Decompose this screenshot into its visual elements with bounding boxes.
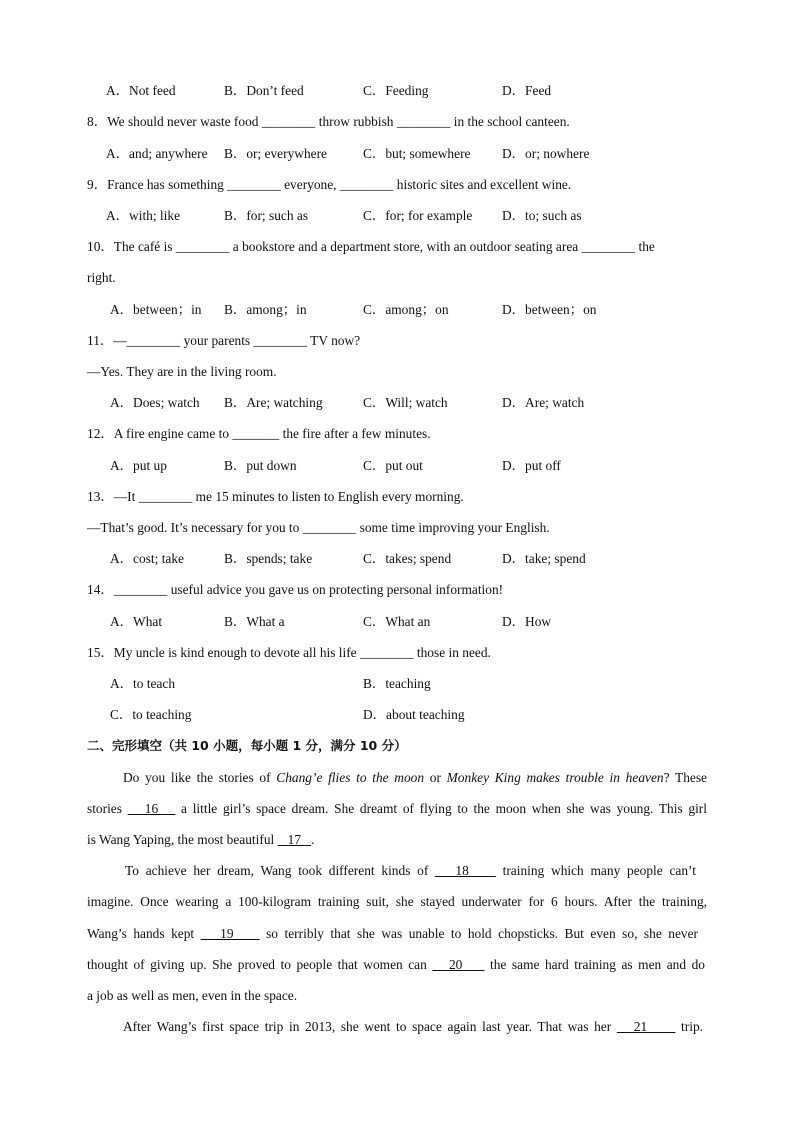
passage-line-4	[125, 863, 696, 879]
blank-21[interactable]: 21	[616, 1019, 676, 1034]
q14-option-d[interactable]: D．How	[502, 614, 552, 629]
q9-stem: 9．France has something ________ everyone, ________ historic sites and excellent wine.	[87, 177, 572, 192]
q8-option-a[interactable]: A．and; anywhere	[106, 146, 208, 161]
passage-line-5: imagine. Once wearing a 100-kilogram training suit, she stayed underwater for 6 hours. After the training,	[87, 894, 707, 909]
q10-option-a[interactable]: A．between；in	[110, 302, 202, 317]
passage-text: trip.	[675, 1019, 703, 1034]
passage-text: so terribly that she was unable to hold chopsticks. But even so, she never	[259, 926, 699, 941]
q7-option-d[interactable]: D．Feed	[502, 83, 552, 98]
q7-option-a[interactable]: A．Not feed	[106, 83, 176, 98]
q9-option-c[interactable]: C．for; for example	[363, 208, 473, 223]
q9-option-b[interactable]: B．for; such as	[224, 208, 309, 223]
passage-text: training which many people can’t	[495, 863, 696, 878]
q13-option-c[interactable]: C．takes; spend	[363, 551, 452, 566]
passage-text: stories	[87, 801, 128, 816]
passage-text: .	[311, 832, 315, 847]
q11-option-b[interactable]: B．Are; watching	[224, 395, 323, 410]
q12-option-a[interactable]: A．put up	[110, 458, 167, 473]
passage-line-7	[87, 957, 705, 973]
q13-response: —That’s good. It’s necessary for you to ________ some time improving your English.	[87, 520, 550, 535]
section-heading-cloze: 二、完形填空（共 10 小题，每小题 1 分，满分 10 分）	[87, 738, 407, 753]
q14-stem: 14．________ useful advice you gave us on protecting personal information!	[87, 582, 504, 597]
q15-stem: 15．My uncle is kind enough to devote all his life ________ those in need.	[87, 645, 491, 660]
passage-text: is Wang Yaping, the most beautiful	[87, 832, 278, 847]
passage-text: thought of giving up. She proved to people that women can	[87, 957, 433, 972]
passage-line-3	[87, 832, 314, 848]
q10-stem: 10．The café is ________ a bookstore and a department store, with an outdoor seating area ________ the	[87, 239, 655, 254]
q10-option-d[interactable]: D．between；on	[502, 302, 597, 317]
q8-option-b[interactable]: B．or; everywhere	[224, 146, 327, 161]
q7-option-c[interactable]: C．Feeding	[363, 83, 429, 98]
q12-option-b[interactable]: B．put down	[224, 458, 297, 473]
passage-line-8: a job as well as men, even in the space.	[87, 988, 298, 1003]
q14-option-c[interactable]: C．What an	[363, 614, 431, 629]
q15-option-d[interactable]: D．about teaching	[363, 707, 465, 722]
q11-option-d[interactable]: D．Are; watch	[502, 395, 585, 410]
q15-option-c[interactable]: C．to teaching	[110, 707, 192, 722]
q11-response: —Yes. They are in the living room.	[87, 364, 277, 379]
blank-20[interactable]: 20	[432, 957, 485, 972]
q11-option-c[interactable]: C．Will; watch	[363, 395, 448, 410]
passage-text: Do you like the stories of	[123, 770, 277, 785]
q14-option-b[interactable]: B．What a	[224, 614, 285, 629]
q7-option-b[interactable]: B．Don’t feed	[224, 83, 304, 98]
q12-stem: 12．A fire engine came to _______ the fire after a few minutes.	[87, 426, 431, 441]
passage-text: the same hard training as men and do	[484, 957, 705, 972]
q11-option-a[interactable]: A．Does; watch	[110, 395, 200, 410]
passage-line-1	[123, 770, 707, 786]
q9-option-d[interactable]: D．to; such as	[502, 208, 582, 223]
q9-option-a[interactable]: A．with; like	[106, 208, 181, 223]
q8-option-c[interactable]: C．but; somewhere	[363, 146, 471, 161]
q11-stem: 11．—________ your parents ________ TV now?	[87, 333, 361, 348]
q10-option-c[interactable]: C．among；on	[363, 302, 449, 317]
passage-text: Wang’s hands kept	[87, 926, 201, 941]
passage-text: After Wang’s first space trip in 2013, she went to space again last year. That was her	[123, 1019, 617, 1034]
q10-option-b[interactable]: B．among；in	[224, 302, 307, 317]
passage-line-2	[87, 801, 707, 817]
blank-19[interactable]: 19	[200, 926, 260, 941]
blank-16[interactable]: 16	[127, 801, 176, 816]
blank-18[interactable]: 18	[435, 863, 496, 878]
q15-option-a[interactable]: A．to teach	[110, 676, 176, 691]
q15-option-b[interactable]: B．teaching	[363, 676, 431, 691]
passage-line-9	[123, 1019, 703, 1035]
q12-option-c[interactable]: C．put out	[363, 458, 423, 473]
passage-text: a little girl’s space dream. She dreamt of flying to the moon when she was young. This girl	[175, 801, 707, 816]
q8-stem: 8．We should never waste food ________ throw rubbish ________ in the school canteen.	[87, 114, 570, 129]
passage-line-6	[87, 926, 698, 942]
q10-stem-continued: right.	[87, 270, 116, 285]
q13-option-d[interactable]: D．take; spend	[502, 551, 586, 566]
story-title-monkey-king: Monkey King makes trouble in heaven	[446, 770, 664, 785]
q13-stem: 13．—It ________ me 15 minutes to listen to English every morning.	[87, 489, 464, 504]
q8-option-d[interactable]: D．or; nowhere	[502, 146, 590, 161]
q12-option-d[interactable]: D．put off	[502, 458, 561, 473]
q13-option-a[interactable]: A．cost; take	[110, 551, 185, 566]
q14-option-a[interactable]: A．What	[110, 614, 163, 629]
passage-text: or	[424, 770, 447, 785]
blank-17[interactable]: 17	[277, 832, 312, 847]
passage-text: ? These	[663, 770, 707, 785]
story-title-change: Chang’e flies to the moon	[276, 770, 425, 785]
passage-text: To achieve her dream, Wang took different kinds of	[125, 863, 436, 878]
q13-option-b[interactable]: B．spends; take	[224, 551, 313, 566]
